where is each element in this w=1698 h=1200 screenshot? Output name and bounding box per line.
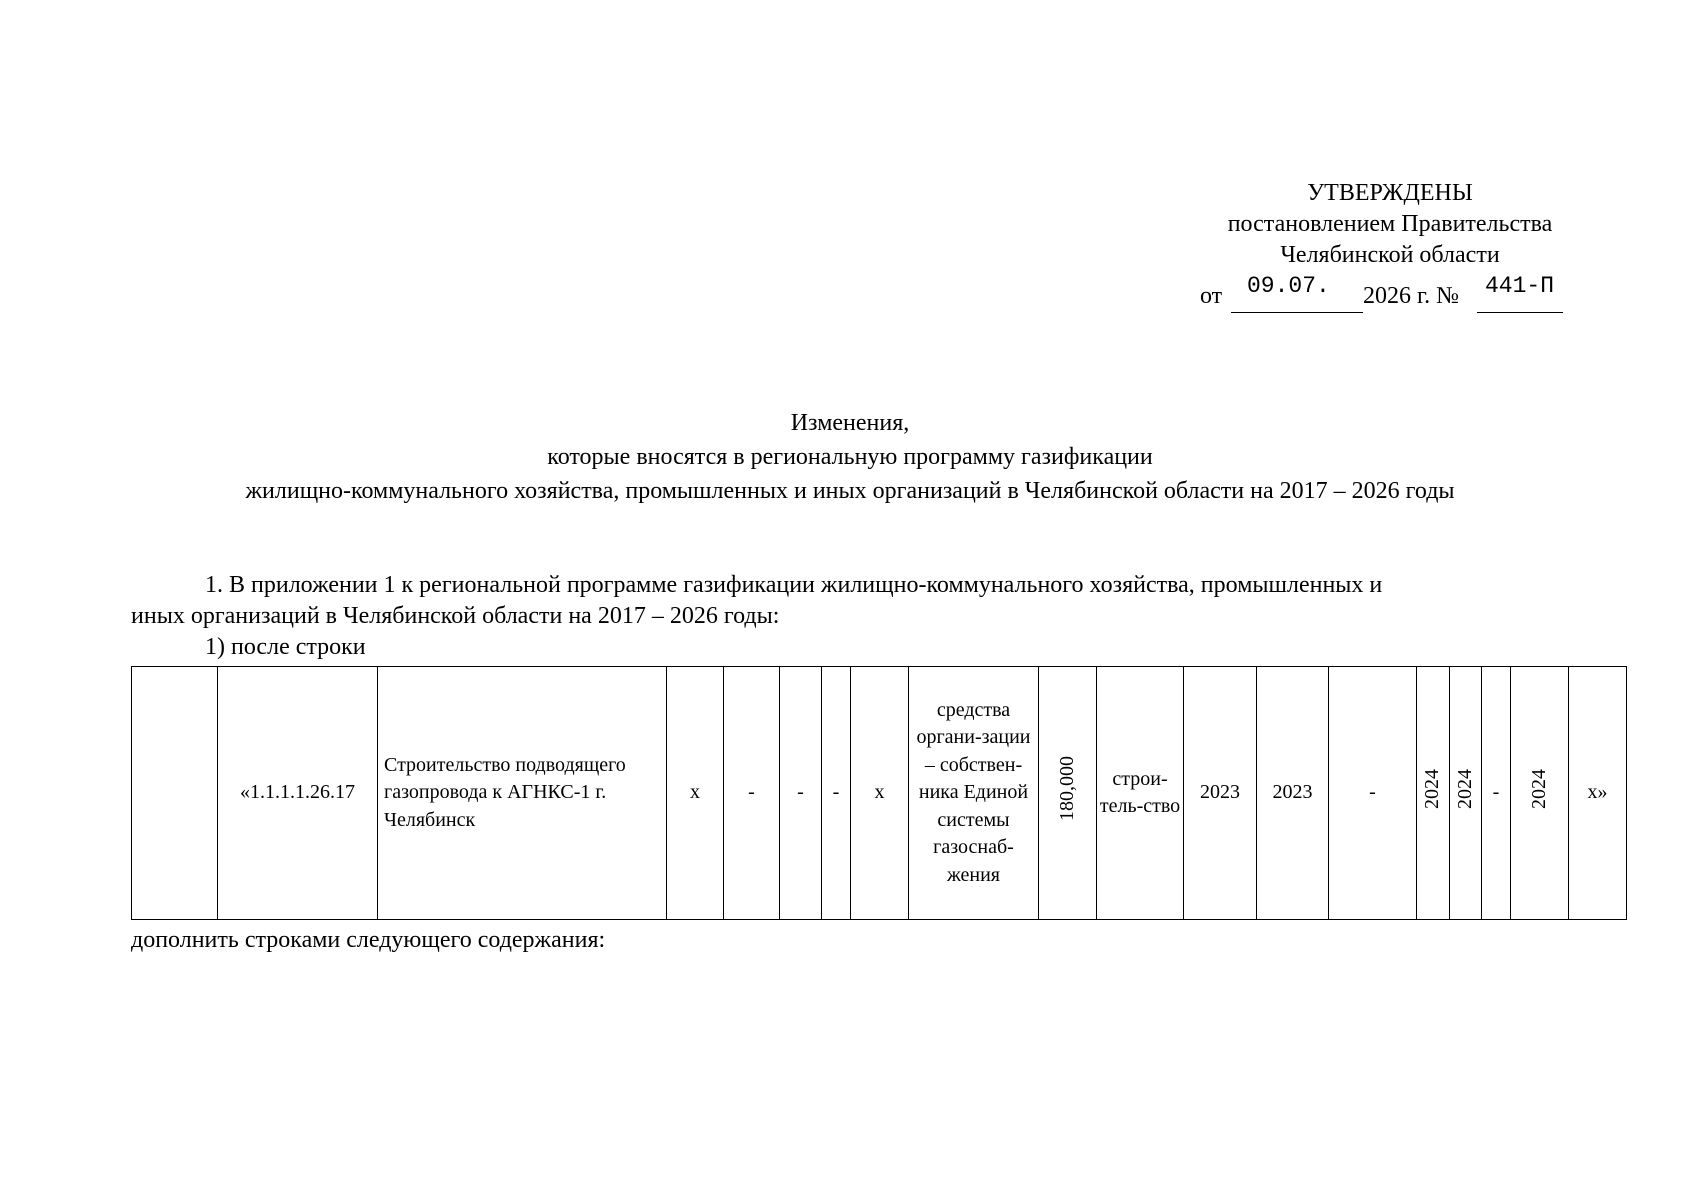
table-cell-year bbox=[1511, 667, 1569, 920]
table-cell-amount bbox=[1039, 667, 1097, 920]
table-cell: - bbox=[822, 667, 851, 920]
document-title bbox=[100, 406, 1600, 508]
instruction-paragraph bbox=[131, 570, 1611, 663]
table-cell-year bbox=[1417, 667, 1450, 920]
table-cell bbox=[132, 667, 218, 920]
number-underline bbox=[1477, 312, 1563, 313]
table-cell: - bbox=[724, 667, 780, 920]
table-cell-name: Строительство подводящего газопровода к АГНКС-1 г. Челябинск bbox=[378, 667, 667, 920]
approval-date: 09.07. bbox=[1247, 273, 1330, 299]
table-cell-code: «1.1.1.1.26.17 bbox=[218, 667, 378, 920]
paragraph-line-1: 1. В приложении 1 к региональной программе газификации жилищно-коммунального хозяйства, промышленных и bbox=[205, 572, 1383, 598]
paragraph-line-2: иных организаций в Челябинской области на 2017 – 2026 годы: bbox=[131, 603, 780, 629]
approval-number: 441-П bbox=[1485, 273, 1555, 299]
approval-line-1: постановлением Правительства bbox=[1227, 211, 1553, 237]
table-cell-year bbox=[1449, 667, 1482, 920]
approval-title: УТВЕРЖДЕНЫ bbox=[1307, 180, 1473, 206]
table-cell-year: 2023 bbox=[1184, 667, 1257, 920]
approval-number-line bbox=[1180, 271, 1600, 311]
year-value: 2024 bbox=[1421, 768, 1443, 809]
after-table-text: дополнить строками следующего содержания: bbox=[131, 927, 606, 953]
title-line-2: которые вносятся в региональную программу газификации bbox=[547, 444, 1153, 470]
table-cell: - bbox=[1329, 667, 1417, 920]
title-line-1: Изменения, bbox=[790, 410, 910, 436]
table-cell: - bbox=[1482, 667, 1511, 920]
approval-line-2: Челябинской области bbox=[1280, 242, 1500, 268]
paragraph-line-3: 1) после строки bbox=[205, 634, 366, 660]
approval-stamp bbox=[1180, 178, 1600, 311]
program-table bbox=[131, 666, 1627, 920]
year-value: 2024 bbox=[1453, 768, 1476, 809]
from-label: от bbox=[1200, 283, 1223, 309]
date-underline bbox=[1231, 312, 1363, 313]
table-cell-work-type: строи-тель-ство bbox=[1097, 667, 1184, 920]
year-label: 2026 г. № bbox=[1363, 283, 1460, 309]
table-row bbox=[132, 667, 1627, 920]
table-cell-funding-source: средства органи-зации – собствен-ника Единой системы газоснаб-жения bbox=[909, 667, 1039, 920]
table-cell: x bbox=[667, 667, 724, 920]
table-cell: x bbox=[851, 667, 909, 920]
year-value: 2024 bbox=[1527, 768, 1550, 809]
title-line-3: жилищно-коммунального хозяйства, промышленных и иных организаций в Челябинской области на 2017 – 2026 годы bbox=[245, 478, 1455, 504]
table-cell-year: 2023 bbox=[1257, 667, 1329, 920]
amount-value: 180,000 bbox=[1055, 756, 1078, 822]
table-cell: - bbox=[780, 667, 822, 920]
table-cell: x» bbox=[1569, 667, 1627, 920]
